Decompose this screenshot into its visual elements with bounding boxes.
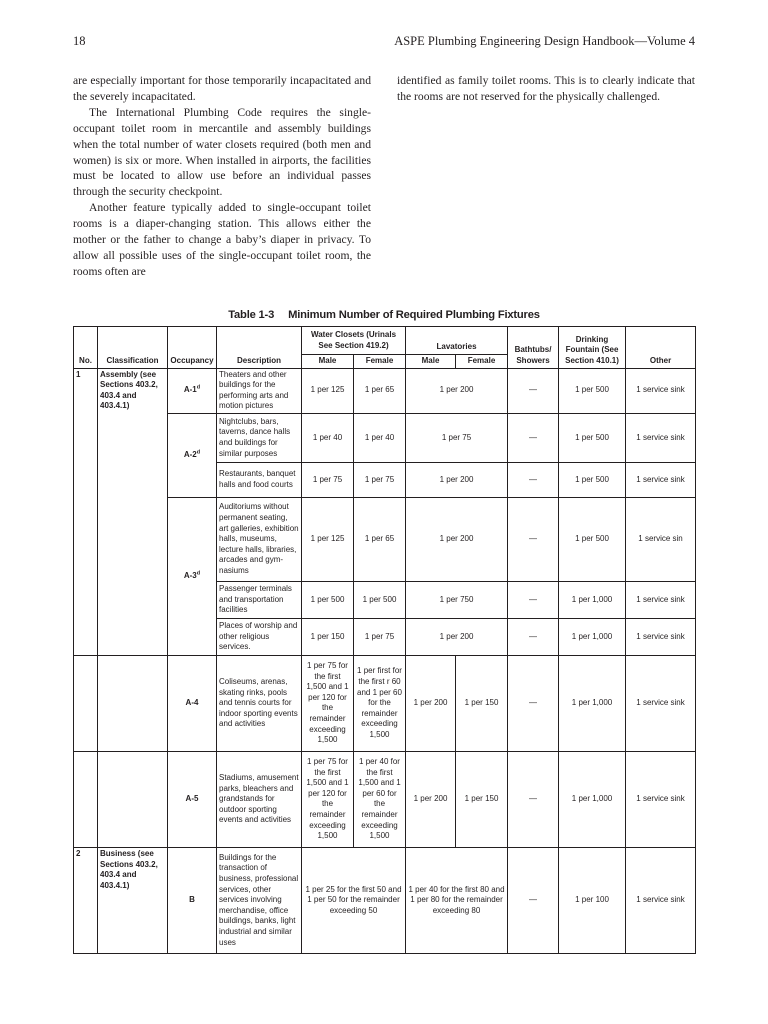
wc-female-cell: 1 per 75: [354, 462, 406, 497]
lavatories-cell: 1 per 200: [406, 497, 508, 581]
paragraph: identified as family toilet rooms. This is to clearly indicate that the rooms are not reserved for the physically challenged.: [397, 74, 695, 103]
occupancy-code: A-2$^d$: [168, 413, 217, 497]
description-cell: Coliseums, arenas, skating rinks, pools and tennis courts for indoor sporting events and activities: [217, 655, 302, 751]
description-cell: Stadiums, amusement parks, bleachers and grandstands for outdoor sporting events and activities: [217, 751, 302, 847]
table-row: [74, 655, 696, 751]
group-number-empty: [74, 751, 98, 847]
wc-male-cell: 1 per 125: [302, 497, 354, 581]
description-cell: Nightclubs, bars, taverns, dance halls and buildings for similar purposes: [217, 413, 302, 462]
drinking-fountain-cell: 1 per 1,000: [559, 618, 626, 655]
occupancy-code: A-3$^d$: [168, 497, 217, 655]
wc-male-cell: 1 per 125: [302, 368, 354, 413]
header-lav-male: Male: [406, 355, 456, 369]
header-description: Description: [217, 327, 302, 369]
header-other: Other: [626, 327, 696, 369]
wc-female-cell: 1 per 40: [354, 413, 406, 462]
group-classification-empty: [98, 655, 168, 751]
bathtubs-cell: —: [508, 462, 559, 497]
wc-female-cell: 1 per 65: [354, 368, 406, 413]
drinking-fountain-cell: 1 per 500: [559, 497, 626, 581]
header-no: No.: [74, 327, 98, 369]
lavatories-cell: 1 per 200: [406, 368, 508, 413]
bathtubs-cell: —: [508, 618, 559, 655]
description-cell: Buildings for the transaction of business, professional services, other services involving merchandise, office buildings, banks, light industrial and similar uses: [217, 847, 302, 953]
table-row: [74, 368, 696, 413]
drinking-fountain-cell: 1 per 100: [559, 847, 626, 953]
other-cell: 1 service sink: [626, 655, 696, 751]
wc-female-cell: 1 per 65: [354, 497, 406, 581]
table-row: [74, 497, 696, 581]
wc-female-cell: 1 per 500: [354, 581, 406, 618]
table-header-row: [74, 327, 696, 355]
other-cell: 1 service sink: [626, 618, 696, 655]
description-cell: Passenger terminals and transportation facilities: [217, 581, 302, 618]
occupancy-code: B: [168, 847, 217, 953]
other-cell: 1 service sink: [626, 581, 696, 618]
bathtubs-cell: —: [508, 581, 559, 618]
description-cell: Places of worship and other religious services.: [217, 618, 302, 655]
bathtubs-cell: —: [508, 751, 559, 847]
page-number: 18: [73, 34, 86, 48]
drinking-fountain-cell: 1 per 1,000: [559, 751, 626, 847]
table-title: Minimum Number of Required Plumbing Fixtures: [288, 309, 540, 321]
occupancy-code: A-5: [168, 751, 217, 847]
lav-male-cell: 1 per 200: [406, 751, 456, 847]
lavatories-cell: 1 per 750: [406, 581, 508, 618]
bathtubs-cell: —: [508, 497, 559, 581]
occupancy-code: A-4: [168, 655, 217, 751]
water-closets-cell: 1 per 25 for the first 50 and 1 per 50 for the remainder exceeding 50: [302, 847, 406, 953]
table-number: Table 1-3: [228, 309, 275, 321]
text-column-right: [397, 73, 695, 105]
running-header: [73, 34, 695, 50]
other-cell: 1 service sink: [626, 368, 696, 413]
table-row: [74, 413, 696, 462]
header-lavatories: Lavatories: [406, 327, 508, 355]
bathtubs-cell: —: [508, 847, 559, 953]
bathtubs-cell: —: [508, 368, 559, 413]
group-number-empty: [74, 655, 98, 751]
header-drinking-fountain: Drinking Fountain (See Section 410.1): [559, 327, 626, 369]
other-cell: 1 service sin: [626, 497, 696, 581]
wc-male-cell: 1 per 150: [302, 618, 354, 655]
header-bathtubs: Bathtubs/ Showers: [508, 327, 559, 369]
table-row: [74, 847, 696, 953]
wc-male-cell: 1 per 500: [302, 581, 354, 618]
table-row: [74, 751, 696, 847]
running-title: ASPE Plumbing Engineering Design Handbook—Volume 4: [394, 34, 695, 48]
description-cell: Restaurants, banquet halls and food courts: [217, 462, 302, 497]
table-caption: [0, 309, 768, 321]
bathtubs-cell: —: [508, 655, 559, 751]
drinking-fountain-cell: 1 per 1,000: [559, 581, 626, 618]
group-classification: Assembly (see Sections 403.2, 403.4 and 403.4.1): [98, 368, 168, 655]
wc-male-cell: 1 per 75 for the first 1,500 and 1 per 120 for the remainder exceeding 1,500: [302, 655, 354, 751]
header-wc-male: Male: [302, 355, 354, 369]
header-lav-female: Female: [456, 355, 508, 369]
other-cell: 1 service sink: [626, 847, 696, 953]
wc-female-cell: 1 per 75: [354, 618, 406, 655]
lavatories-cell: 1 per 200: [406, 618, 508, 655]
lavatories-cell: 1 per 75: [406, 413, 508, 462]
paragraph: Another feature typically added to single-occupant toilet rooms is a diaper-changing station. This allows either the mother or the father to change a baby’s diaper in privacy. To allow all possible uses of the single-occupant toilet room, the rooms often are: [73, 201, 371, 278]
drinking-fountain-cell: 1 per 1,000: [559, 655, 626, 751]
wc-male-cell: 1 per 75 for the first 1,500 and 1 per 120 for the remainder exceeding 1,500: [302, 751, 354, 847]
group-classification: Business (see Sections 403.2, 403.4 and 403.4.1): [98, 847, 168, 953]
header-classification: Classification: [98, 327, 168, 369]
other-cell: 1 service sink: [626, 462, 696, 497]
plumbing-fixtures-table: [73, 326, 696, 954]
wc-male-cell: 1 per 75: [302, 462, 354, 497]
lav-male-cell: 1 per 200: [406, 655, 456, 751]
drinking-fountain-cell: 1 per 500: [559, 368, 626, 413]
header-wc-female: Female: [354, 355, 406, 369]
description-cell: Theaters and other buildings for the performing arts and motion pictures: [217, 368, 302, 413]
header-occupancy: Occupancy: [168, 327, 217, 369]
paragraph: The International Plumbing Code requires the single-occupant toilet room in mercantile and assembly buildings when the total number of water closets required (both men and women) is six or more. When installed in airports, the facilities must be located to allow use before an individual passes through the security checkpoint.: [73, 105, 371, 199]
wc-female-cell: 1 per first for the first r 60 and 1 per 60 for the remainder exceeding 1,500: [354, 655, 406, 751]
group-number: 2: [74, 847, 98, 953]
lavatories-cell: 1 per 200: [406, 462, 508, 497]
group-number: 1: [74, 368, 98, 655]
wc-female-cell: 1 per 40 for the first 1,500 and 1 per 60 for the remainder exceeding 1,500: [354, 751, 406, 847]
lav-female-cell: 1 per 150: [456, 655, 508, 751]
description-cell: Auditoriums without permanent seating, art galleries, exhibition halls, museums, lecture halls, libraries, arcades and gym- nasiums: [217, 497, 302, 581]
group-classification-empty: [98, 751, 168, 847]
text-column-left: [73, 73, 371, 280]
paragraph: are especially important for those temporarily incapacitated and the severely incapacitated.: [73, 74, 371, 103]
lav-female-cell: 1 per 150: [456, 751, 508, 847]
wc-male-cell: 1 per 40: [302, 413, 354, 462]
other-cell: 1 service sink: [626, 751, 696, 847]
drinking-fountain-cell: 1 per 500: [559, 413, 626, 462]
occupancy-code: A-1$^d$: [168, 368, 217, 413]
bathtubs-cell: —: [508, 413, 559, 462]
other-cell: 1 service sink: [626, 413, 696, 462]
lavatories-cell: 1 per 40 for the first 80 and 1 per 80 for the remainder exceeding 80: [406, 847, 508, 953]
header-water-closets: Water Closets (Urinals See Section 419.2): [302, 327, 406, 355]
drinking-fountain-cell: 1 per 500: [559, 462, 626, 497]
